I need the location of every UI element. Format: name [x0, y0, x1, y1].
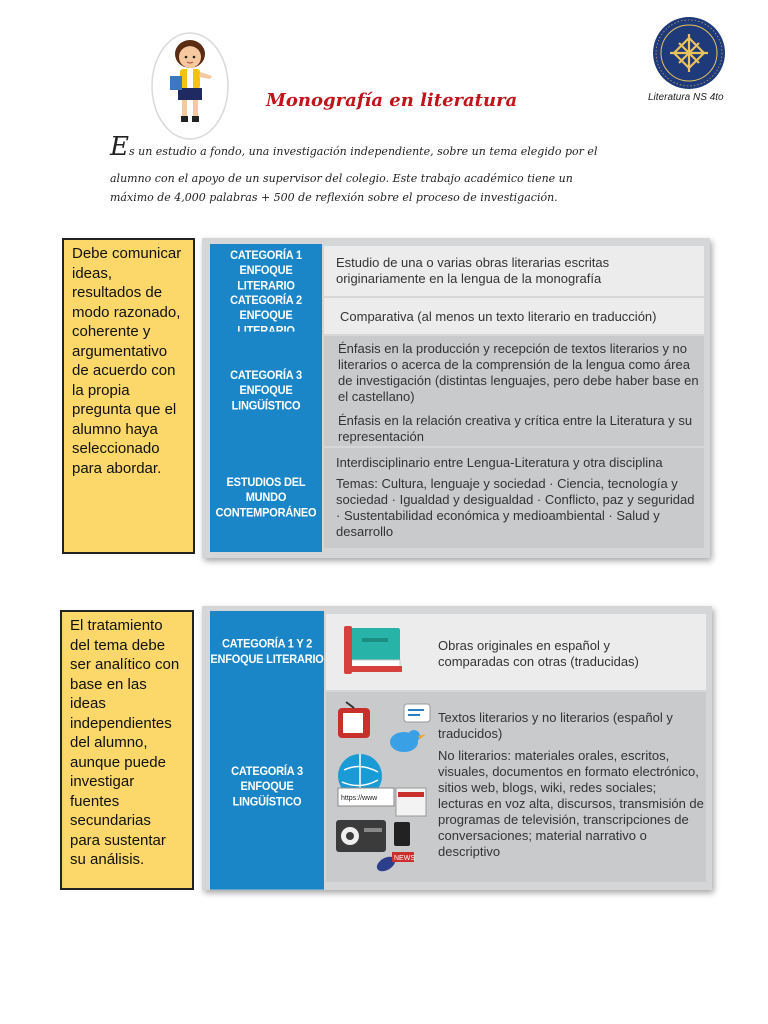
category-3-cell-2: CATEGORÍA 3 ENFOQUE LINGÜÍSTICO	[210, 684, 324, 889]
category-2-description: Comparativa (al menos un texto literario en traducción)	[340, 309, 657, 324]
url-text: https://www	[341, 795, 378, 802]
category-1-2-description: Obras originales en español y comparadas con otras (traducidas)	[438, 638, 639, 669]
intro-line-3: máximo de 4,000 palabras + 500 de reflexión sobre el proceso de investigación.	[110, 191, 558, 204]
course-label: Literatura NS 4to	[648, 92, 724, 103]
estudios-topics: Temas: Cultura, lenguaje y sociedad · Ciencia, tecnología y sociedad · Igualdad y desigualdad · Conflicto, paz y seguridad · Sustentabilidad económica y medioambiental · Salud y desarrollo	[336, 476, 695, 539]
intro-line-2: alumno con el apoyo de un supervisor del colegio. Este trabajo académico tiene un	[110, 172, 573, 185]
categories-table	[202, 238, 710, 558]
category-3-description-a: Textos literarios y no literarios (español y traducidos)	[438, 710, 673, 741]
category-3-description-b: No literarios: materiales orales, escritos, visuales, documentos en formato electrónico, sitios web, blogs, wiki, redes sociales; lecturas en voz alta, discursos, transmisión de programas de televisión, transcripciones de conversaciones; material narrativo o descriptivo	[438, 748, 704, 859]
category-1-cell: CATEGORÍA 1 ENFOQUE LITERARIO	[210, 244, 322, 298]
category-1-description: Estudio de una o varias obras literarias escritas originariamente en la lengua de la monografía	[336, 255, 610, 286]
estudios-mundo-cell: ESTUDIOS DEL MUNDO CONTEMPORÁNEO	[210, 444, 322, 552]
note-box-2: El tratamiento del tema debe ser analítico con base en las ideas independientes del alumno, aunque puede investigar fuentes secundarias para sustentar su análisis.	[60, 610, 194, 890]
drop-cap: E	[110, 132, 129, 162]
media-collage-icon	[334, 700, 434, 878]
intro-line-1: s un estudio a fondo, una investigación independiente, sobre un tema elegido por el	[128, 145, 598, 158]
school-seal-logo	[652, 16, 726, 90]
estudios-description: Interdisciplinario entre Lengua-Literatura y otra disciplina	[336, 455, 663, 470]
category-1-2-cell: CATEGORÍA 1 Y 2 ENFOQUE LITERARIO	[210, 611, 324, 693]
student-girl-illustration	[150, 32, 230, 140]
page-title: Monografía en literatura	[266, 90, 518, 111]
category-3-description-2: Énfasis en la relación creativa y crítica entre la Literatura y su representación	[338, 413, 693, 444]
category-3-cell: CATEGORÍA 3 ENFOQUE LINGÜÍSTICO	[210, 332, 322, 451]
category-2-cell: CATEGORÍA 2 ENFOQUE	[210, 297, 322, 336]
sources-table	[202, 606, 712, 890]
intro-paragraph	[110, 132, 650, 211]
category-3-description: Énfasis en la producción y recepción de textos literarios y no literarios o acerca de la comprensión de la lengua como área de investigación (distintas lenguajes, pero debe haber base en el castellano)	[338, 341, 699, 404]
note-box-1: Debe comunicar ideas, resultados de modo razonado, coherente y argumentativo de acuerdo con la propia pregunta que el alumno haya seleccionado para abordar.	[62, 238, 195, 554]
news-badge: NEWS	[394, 855, 415, 862]
book-icon	[342, 622, 408, 680]
